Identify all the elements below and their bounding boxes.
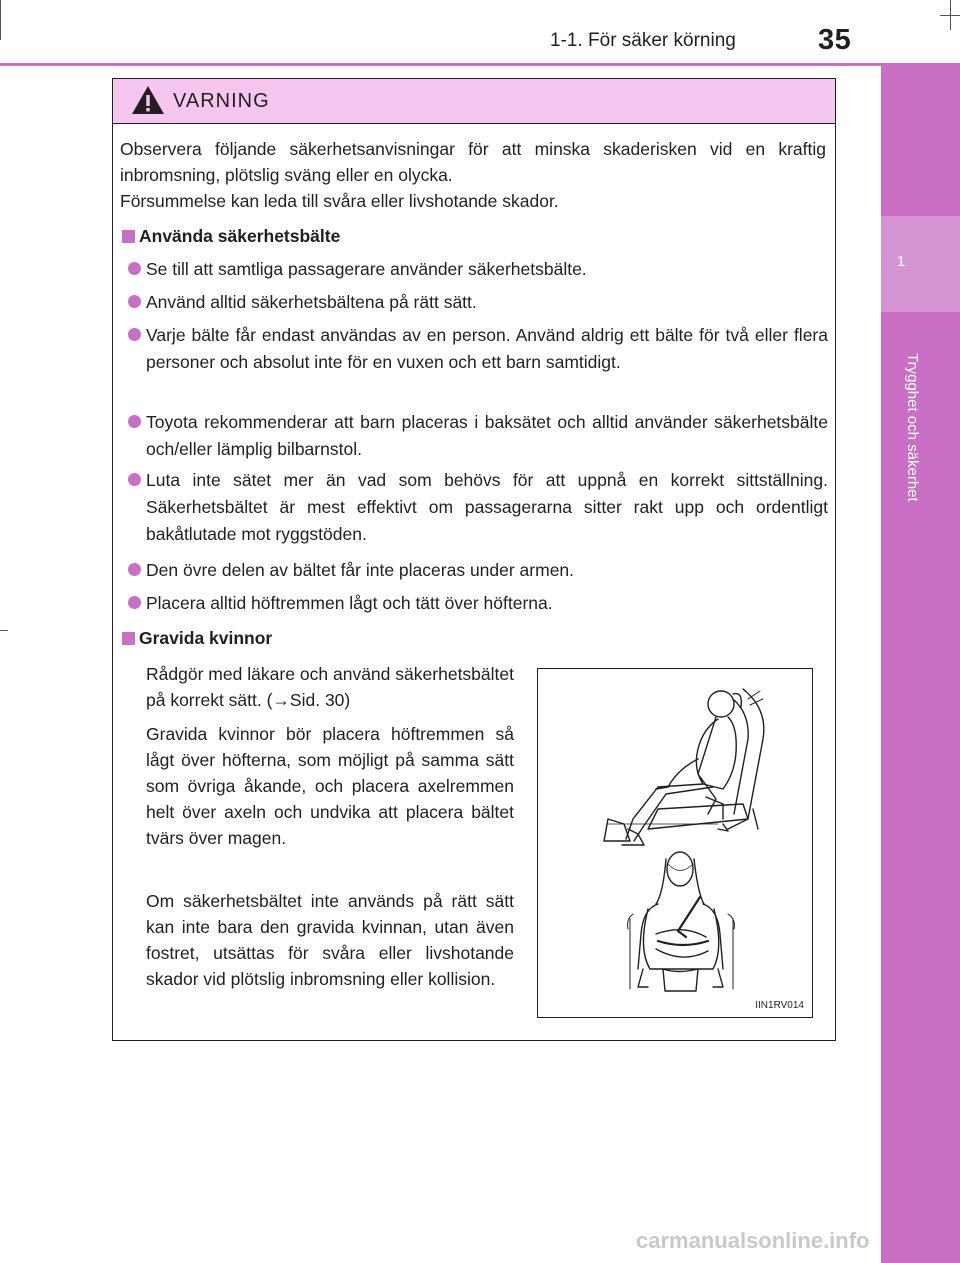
bullet-icon bbox=[128, 596, 141, 609]
warning-title: VARNING bbox=[173, 90, 270, 112]
pregnant-woman-seated-illustration bbox=[538, 669, 812, 999]
warning-header bbox=[113, 79, 835, 124]
bullet-icon bbox=[128, 415, 141, 428]
list-item-text: Använd alltid säkerhetsbältena på rätt sätt. bbox=[146, 292, 477, 312]
pregnant-paragraph-text: Om säkerhetsbältet inte används på rätt sätt kan inte bara den gravida kvinnan, utan även fostret, utsättas för svåra eller livshotande skador vid plötslig inbromsning eller kollision. bbox=[146, 891, 514, 989]
list-item bbox=[128, 467, 828, 548]
pregnant-paragraph-text: Gravida kvinnor bör placera höftremmen så lågt över höfterna, som möjligt på samma sätt som övriga åkande, och placera axelremmen helt över axeln och undvika att placera bältet tvärs över magen. bbox=[146, 724, 514, 848]
chapter-label: Trygghet och säkerhet bbox=[904, 352, 921, 502]
illustration-code: IIN1RV014 bbox=[755, 1000, 804, 1011]
pregnant-paragraph bbox=[146, 888, 514, 992]
section-heading bbox=[122, 226, 340, 247]
section-heading-text: Gravida kvinnor bbox=[139, 628, 273, 648]
list-item-text: Se till att samtliga passagerare använder säkerhetsbälte. bbox=[146, 259, 587, 279]
seatbelt-illustration bbox=[537, 668, 813, 1018]
chapter-number: 1 bbox=[896, 253, 906, 270]
section-heading-text: Använda säkerhetsbälte bbox=[139, 226, 341, 246]
bullet-icon bbox=[128, 473, 141, 486]
bullet-icon bbox=[128, 563, 141, 576]
pregnant-paragraph-text: Rådgör med läkare och använd säkerhetsbältet på korrekt sätt. (→Sid. 30) bbox=[146, 664, 514, 710]
bullet-icon bbox=[128, 328, 141, 341]
pregnant-paragraph bbox=[146, 721, 514, 851]
list-item bbox=[128, 322, 828, 376]
watermark: carmanualsonline.info bbox=[636, 1228, 870, 1253]
bullet-icon bbox=[128, 262, 141, 275]
page-number: 35 bbox=[818, 24, 852, 56]
list-item bbox=[128, 557, 828, 584]
warning-consequence bbox=[120, 188, 826, 214]
warning-consequence-text: Försummelse kan leda till svåra eller livshotande skador. bbox=[120, 191, 559, 211]
section-heading bbox=[122, 628, 272, 649]
header-rule bbox=[0, 63, 960, 66]
warning-triangle-icon bbox=[131, 85, 165, 115]
square-bullet-icon bbox=[122, 230, 135, 243]
list-item bbox=[128, 590, 828, 617]
crop-mark bbox=[0, 0, 1, 40]
list-item bbox=[128, 409, 828, 463]
square-bullet-icon bbox=[122, 632, 135, 645]
list-item-text: Varje bälte får endast användas av en person. Använd aldrig ett bälte för två eller flera personer och absolut inte för en vuxen och ett barn samtidigt. bbox=[146, 325, 828, 372]
bullet-icon bbox=[128, 295, 141, 308]
list-item-text: Placera alltid höftremmen lågt och tätt över höfterna. bbox=[146, 593, 553, 613]
list-item bbox=[128, 289, 828, 316]
pregnant-paragraph bbox=[146, 661, 514, 713]
list-item-text: Toyota rekommenderar att barn placeras i baksätet och alltid använder säkerhetsbälte och/eller lämplig bilbarnstol. bbox=[146, 412, 828, 459]
list-item bbox=[128, 256, 828, 283]
warning-intro bbox=[120, 136, 826, 188]
list-item-text: Luta inte sätet mer än vad som behövs för att uppnå en korrekt sittställning. Säkerhetsbältet är mest effektivt om passagerarna sitter rakt upp och ordentligt bakåtlutade mot ryggstöden. bbox=[146, 470, 828, 544]
warning-intro-text: Observera följande säkerhetsanvisningar för att minska skaderisken vid en kraftig inbromsning, plötslig sväng eller en olycka. bbox=[120, 139, 826, 185]
list-item-text: Den övre delen av bältet får inte placeras under armen. bbox=[146, 560, 575, 580]
crop-mark bbox=[0, 630, 8, 631]
section-title: 1-1. För säker körning bbox=[550, 30, 736, 51]
crop-mark bbox=[940, 15, 960, 16]
